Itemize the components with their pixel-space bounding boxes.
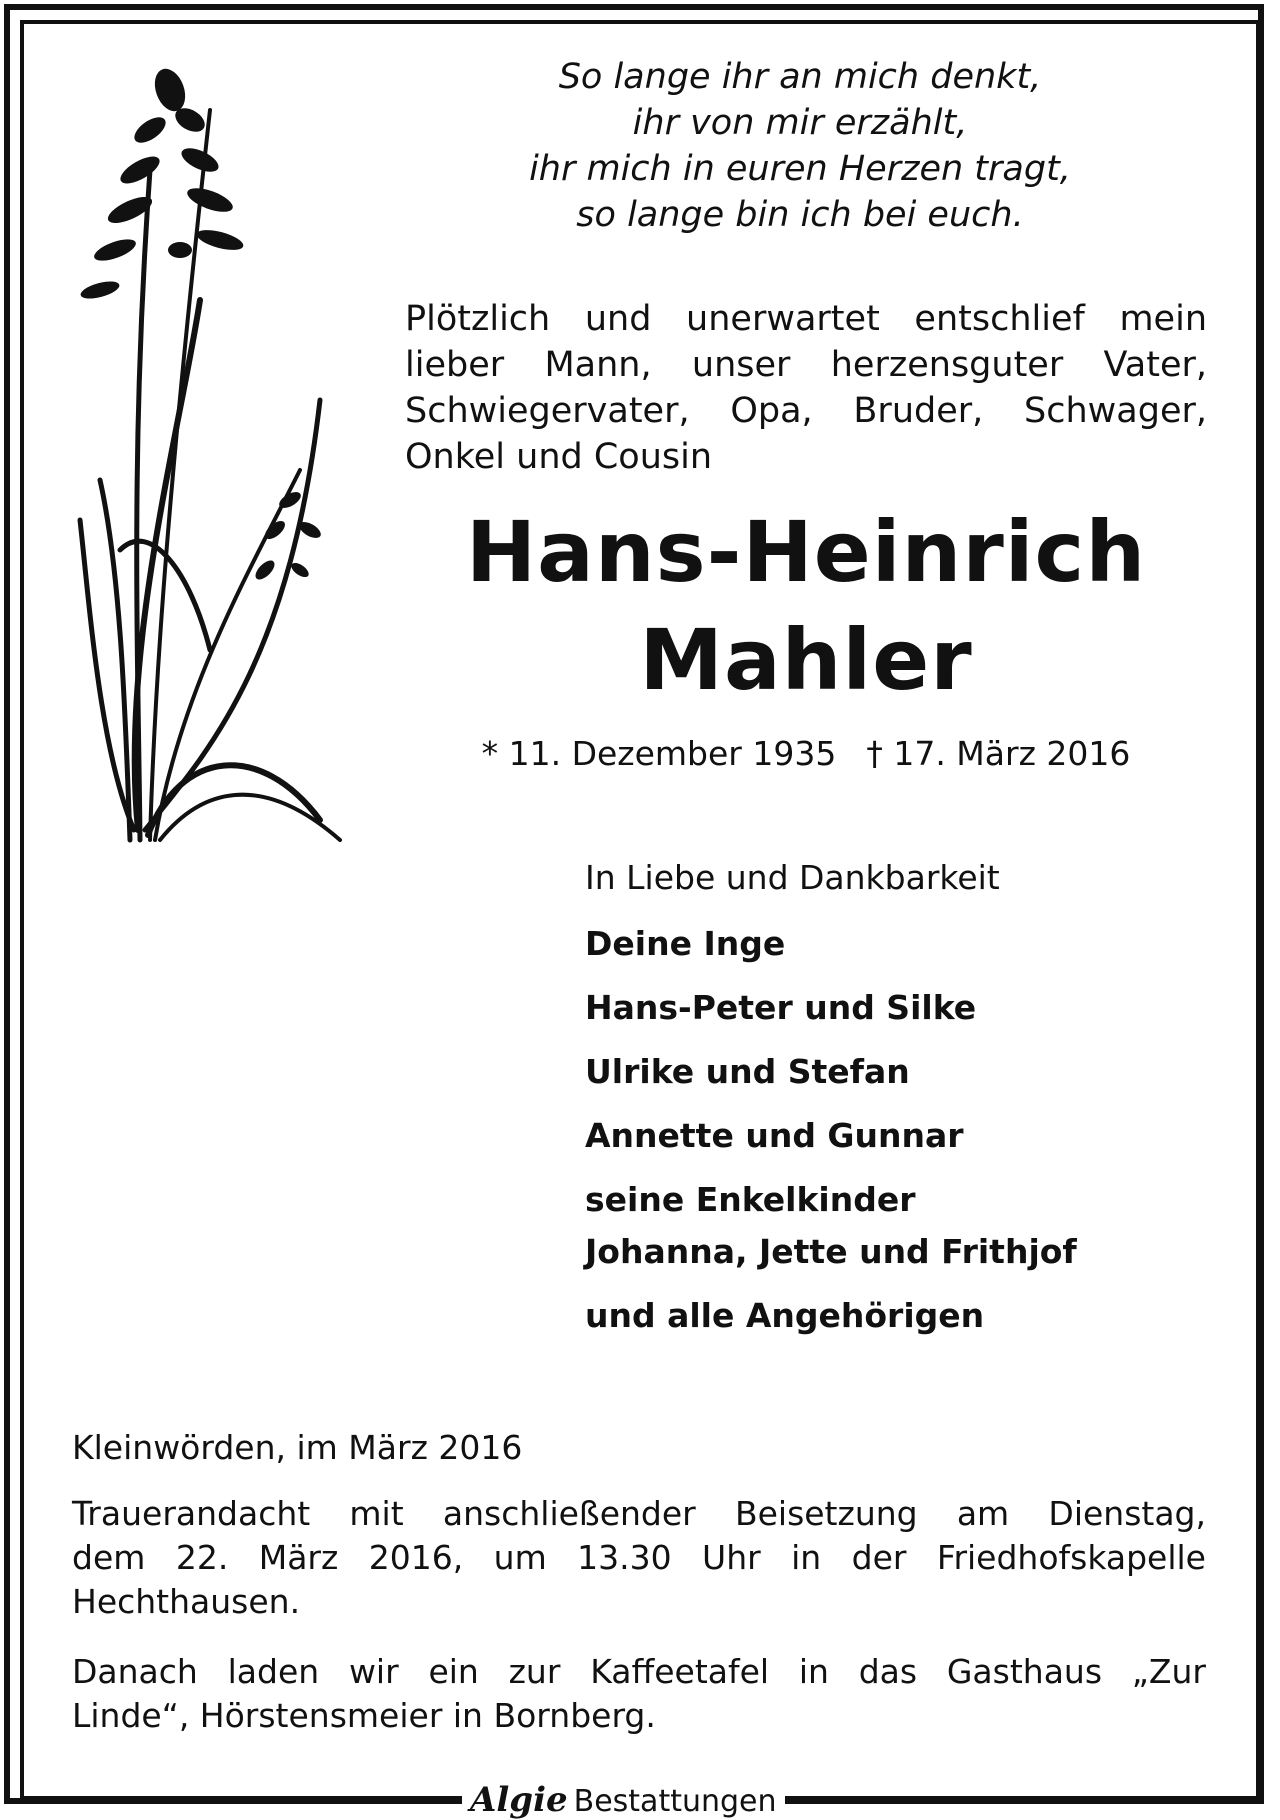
reception-line: Linde“, Hörstensmeier in Bornberg. bbox=[72, 1696, 656, 1735]
service-line: Trauerandacht mit anschließender Beisetzung am Dienstag, bbox=[72, 1494, 1206, 1533]
service-line: dem 22. März 2016, um 13.30 Uhr in der Friedhofskapelle bbox=[72, 1538, 1206, 1577]
intro-line: lieber Mann, unser herzensguter Vater, bbox=[405, 345, 1207, 385]
funeral-home-brand bbox=[462, 1782, 785, 1818]
family-member: seine Enkelkinder bbox=[585, 1180, 916, 1219]
intro-line: Onkel und Cousin bbox=[405, 437, 713, 477]
family-lead: In Liebe und Dankbarkeit bbox=[585, 858, 1000, 897]
brand-logo: Algie bbox=[470, 1780, 568, 1820]
footer-rule-right bbox=[820, 1798, 1256, 1804]
family-list bbox=[585, 856, 1205, 1358]
family-member: Deine Inge bbox=[585, 924, 786, 963]
family-member: Ulrike und Stefan bbox=[585, 1052, 910, 1091]
service-info bbox=[72, 1492, 1206, 1624]
intro-text bbox=[405, 296, 1207, 480]
brand-label: Bestattungen bbox=[573, 1784, 777, 1819]
poem bbox=[440, 54, 1160, 238]
death-date: † 17. März 2016 bbox=[866, 734, 1131, 773]
family-member: Hans-Peter und Silke bbox=[585, 988, 977, 1027]
footer-rule-left bbox=[24, 1798, 464, 1804]
family-member: Johanna, Jette und Frithjof bbox=[585, 1232, 1077, 1271]
reception-info bbox=[72, 1650, 1206, 1738]
reception-line: Danach laden wir ein zur Kaffeetafel in das Gasthaus „Zur bbox=[72, 1652, 1206, 1691]
poem-line: ihr von mir erzählt, bbox=[632, 103, 968, 143]
last-name: Mahler bbox=[639, 611, 973, 709]
family-member: Annette und Gunnar bbox=[585, 1116, 964, 1155]
place-date: Kleinwörden, im März 2016 bbox=[72, 1428, 523, 1467]
service-line: Hechthausen. bbox=[72, 1582, 301, 1621]
poem-line: So lange ihr an mich denkt, bbox=[558, 57, 1042, 97]
deceased-name bbox=[405, 498, 1207, 714]
life-dates bbox=[405, 732, 1207, 776]
family-member: und alle Angehörigen bbox=[585, 1296, 985, 1335]
first-name: Hans-Heinrich bbox=[465, 503, 1147, 601]
birth-date: * 11. Dezember 1935 bbox=[481, 734, 837, 773]
footer bbox=[0, 1780, 1280, 1820]
poem-line: ihr mich in euren Herzen tragt, bbox=[529, 149, 1071, 189]
grass-illustration bbox=[60, 50, 360, 850]
intro-line: Plötzlich und unerwartet entschlief mein bbox=[405, 299, 1207, 339]
intro-line: Schwiegervater, Opa, Bruder, Schwager, bbox=[405, 391, 1207, 431]
poem-line: so lange bin ich bei euch. bbox=[576, 195, 1024, 235]
